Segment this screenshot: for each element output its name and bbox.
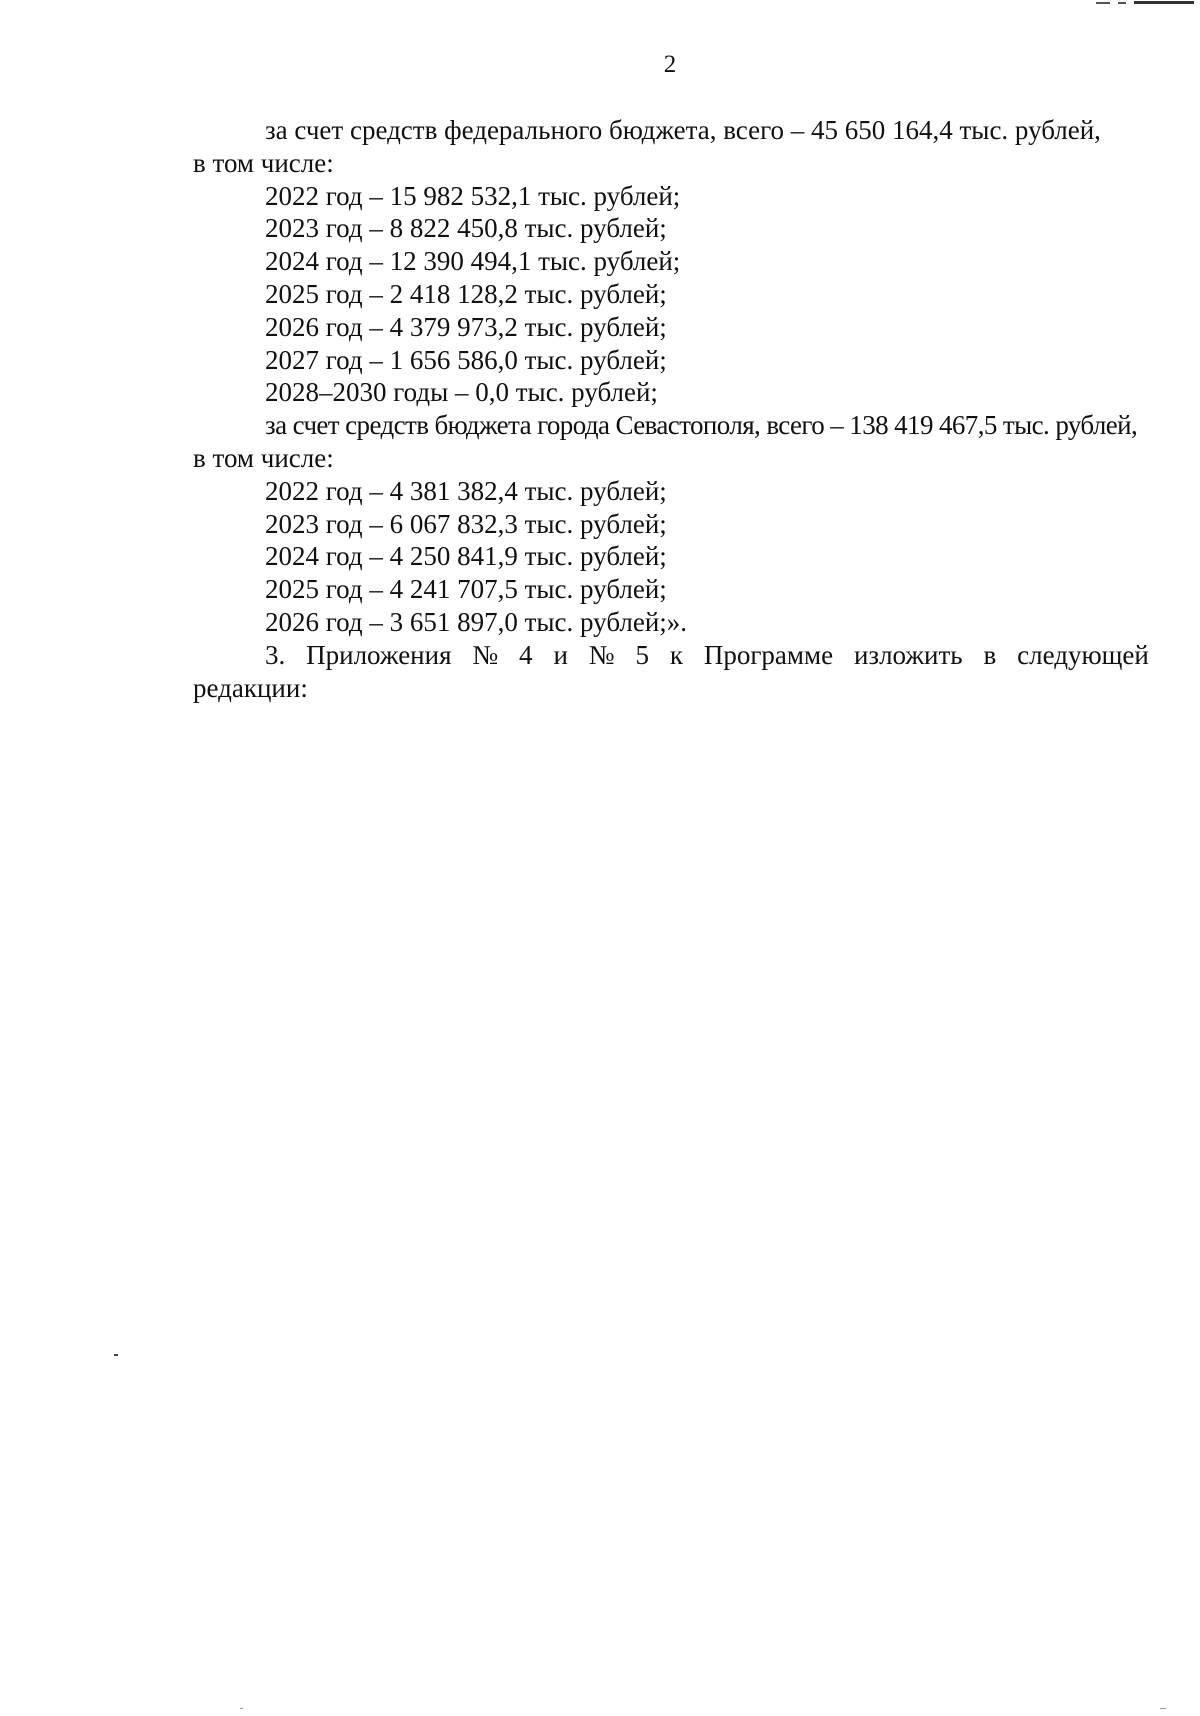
text-line: 2027 год – 1 656 586,0 тыс. рублей; (265, 344, 667, 375)
text-line: 2024 год – 4 250 841,9 тыс. рублей; (265, 541, 667, 572)
text-line: 2023 год – 8 822 450,8 тыс. рублей; (265, 213, 667, 244)
item-3-word: следующей (1017, 639, 1149, 670)
text-line: 2024 год – 12 390 494,1 тыс. рублей; (265, 246, 681, 277)
text-line: 2026 год – 3 651 897,0 тыс. рублей;». (265, 606, 688, 637)
scan-speck (240, 1708, 243, 1709)
text-line: 2025 год – 2 418 128,2 тыс. рублей; (265, 278, 667, 309)
item-3-word: к (669, 639, 683, 670)
scan-corner-mark (1090, 0, 1200, 8)
item-3-word: в (983, 639, 997, 670)
text-line: 2028–2030 годы – 0,0 тыс. рублей; (265, 377, 658, 408)
scan-speck (1160, 1708, 1166, 1709)
text-line: 2026 год – 4 379 973,2 тыс. рублей; (265, 311, 667, 342)
text-line: 2022 год – 15 982 532,1 тыс. рублей; (265, 180, 681, 211)
text-line: 2025 год – 4 241 707,5 тыс. рублей; (265, 574, 667, 605)
item-3-continuation: редакции: (193, 672, 308, 703)
item-3-word: 3. (265, 639, 286, 670)
text-line: в том числе: (193, 442, 334, 473)
item-3-line (193, 639, 1149, 672)
item-3-word: 5 (635, 639, 649, 670)
item-3-word: и (553, 639, 568, 670)
text-line: за счет средств бюджета города Севастополя, всего – 138 419 467,5 тыс. рублей, (265, 410, 1138, 441)
text-line: 2023 год – 6 067 832,3 тыс. рублей; (265, 508, 667, 539)
text-line: за счет средств федерального бюджета, всего – 45 650 164,4 тыс. рублей, (265, 115, 1101, 145)
item-3-word: Приложения (306, 639, 452, 670)
item-3-word: № (472, 639, 499, 670)
item-3-word: Программе (703, 639, 834, 670)
item-3-word: 4 (519, 639, 533, 670)
item-3-word: № (588, 639, 615, 670)
item-3-word: изложить (853, 639, 963, 670)
text-line: 2022 год – 4 381 382,4 тыс. рублей; (265, 475, 667, 506)
text-line: в том числе: (193, 147, 334, 178)
page-number: 2 (663, 51, 677, 78)
scan-speck (114, 1354, 118, 1356)
document-body (193, 114, 1149, 704)
